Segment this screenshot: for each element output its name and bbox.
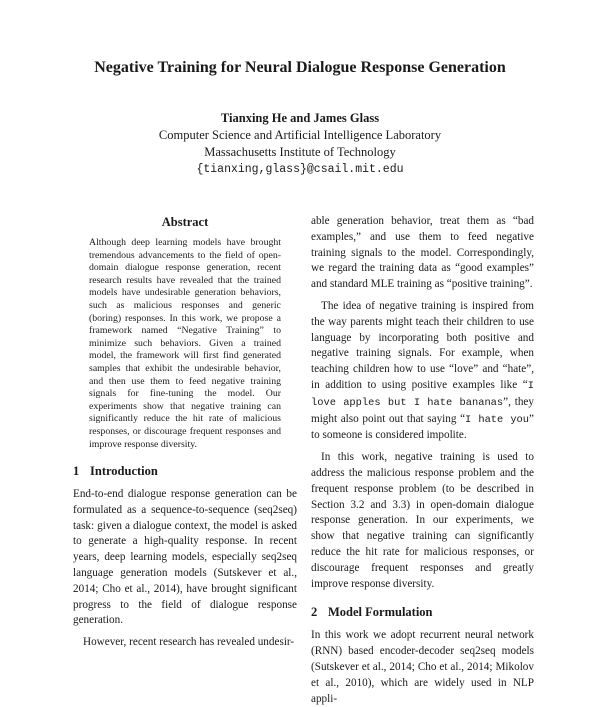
author-email: {tianxing,glass}@csail.mit.edu: [196, 163, 404, 176]
author-institution: Massachusetts Institute of Technology: [204, 145, 396, 159]
author-block: [0, 110, 600, 178]
author-names: Tianxing He and James Glass: [220, 111, 380, 125]
section-number: 2: [311, 605, 318, 620]
p3-text-b: ”, they might also point out that saying “: [311, 395, 534, 425]
intro-paragraph-4: In this work, negative training is used to address the malicious response problem and the frequent response problem (to be described in Section 3.2 and 3.3) in open-domain dialogue response generation. In our experiments, we show that negative training can significantly reduce the hit rate for malicious responses, or discourage frequent responses and greatly improve response diversity.: [311, 451, 534, 590]
paper-title: Negative Training for Neural Dialogue Response Generation: [94, 59, 506, 76]
left-column: [73, 214, 297, 651]
p3-text-a: The idea of negative training is inspired from the way parents might teach their children to use language by incorporating both positive and negative training signals. For example, when teaching children how to use “love” and “hate”, in addition to using positive examples like “: [311, 299, 534, 391]
right-column: [311, 214, 534, 707]
section-title: Introduction: [90, 464, 158, 479]
model-paragraph-1: In this work we adopt recurrent neural network (RNN) based encoder-decoder seq2seq models (Sutskever et al., 2014; Cho et al., 2014; Mikolov et al., 2010), which are widely used in NLP appli-: [311, 629, 534, 705]
intro-paragraph-2-start: However, recent research has revealed undesir-: [83, 636, 295, 649]
intro-paragraph-1: End-to-end dialogue response generation can be formulated as a sequence-to-sequence (seq2seq) task: given a dialogue context, the model is asked to generate a high-quality response. In recent years, deep learning models, especially seq2seq language generation models (Sutskever et al., 2014; Cho et al., 2014), have brought significant progress to the field of dialogue response generation.: [73, 488, 297, 627]
code-example-1: I love apples but I hate bananas: [311, 379, 534, 409]
section-title: Model Formulation: [328, 605, 433, 620]
section-heading-introduction: [73, 463, 297, 479]
author-affiliation: Computer Science and Artificial Intelligence Laboratory: [158, 128, 442, 142]
abstract-text: Although deep learning models have brought tremendous advancements to the field of open-domain dialogue response generation, recent research results have revealed that the trained models have undesirable generation behaviors, such as malicious responses and generic (boring) responses. In this work, we propose a framework named “Negative Training” to minimize such behaviors. Given a trained model, the framework will first find generated samples that exhibit the undesirable behavior, and then use them to feed negative training signals for fine-tuning the model. Our experiments show that negative training can significantly reduce the hit rate of malicious responses, or discourage frequent responses and improve response diversity.: [89, 237, 281, 450]
intro-paragraph-3: [311, 299, 534, 444]
p3-text-c: ” to someone is considered impolite.: [311, 412, 534, 442]
abstract-heading: Abstract: [161, 215, 209, 229]
code-example-2: I hate you: [465, 413, 530, 426]
section-heading-model-formulation: [311, 604, 534, 620]
section-number: 1: [73, 464, 80, 479]
intro-paragraph-2-continued: able generation behavior, treat them as “bad examples,” and use them to feed negative training signals to the model. Correspondingly, we regard the training data as “good examples” and standard MLE training as “positive training”.: [311, 215, 534, 291]
